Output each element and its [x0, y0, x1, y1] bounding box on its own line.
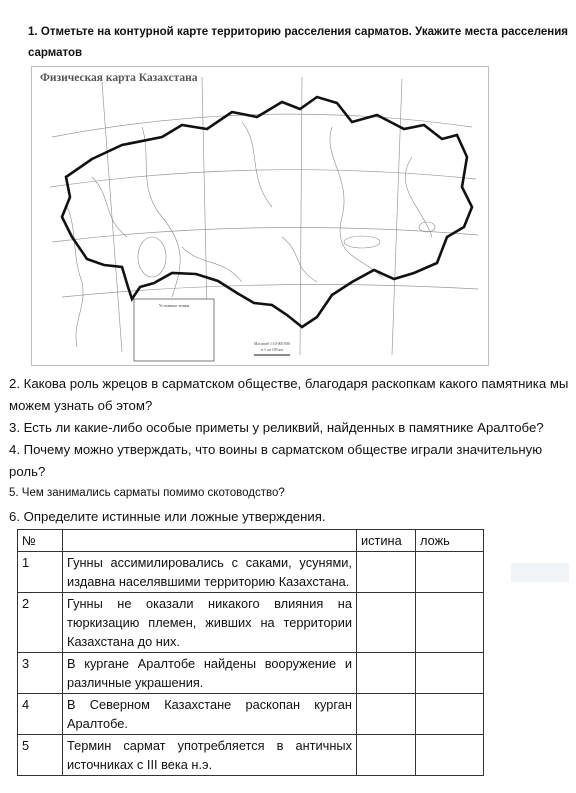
map-inset-label: Условные знаки	[158, 303, 190, 308]
question-5: 5. Чем занимались сарматы помимо скотоводство?	[9, 487, 285, 499]
table-row	[18, 593, 484, 653]
row-statement: В Северном Казахстане раскопан курган Аралтобе.	[63, 694, 357, 735]
false-answer-cell[interactable]	[416, 593, 484, 653]
true-false-table	[17, 529, 484, 776]
faint-shaded-box	[511, 563, 569, 582]
table-row	[18, 735, 484, 776]
row-statement: Термин сармат употребляется в античных источниках с III века н.э.	[63, 735, 357, 776]
true-answer-cell[interactable]	[357, 735, 416, 776]
table-row	[18, 552, 484, 593]
row-number: 3	[18, 653, 63, 694]
row-statement: В кургане Аралтобе найдены вооружение и различные украшения.	[63, 653, 357, 694]
header-true: истина	[357, 530, 416, 552]
false-answer-cell[interactable]	[416, 653, 484, 694]
map-drawing	[32, 67, 488, 365]
row-number: 1	[18, 552, 63, 593]
false-answer-cell[interactable]	[416, 735, 484, 776]
map-scale-line-1: Масштаб 1:10 000 000	[254, 342, 290, 346]
header-statement	[63, 530, 357, 552]
false-answer-cell[interactable]	[416, 694, 484, 735]
row-statement: Гунны не оказали никакого влияния на тюркизацию племен, живших на территории Казахстана до них.	[63, 593, 357, 653]
question-4: 4. Почему можно утверждать, что воины в сарматском обществе играли значительную роль?	[9, 442, 543, 479]
row-statement: Гунны ассимилировались с саками, усунями, издавна населявшими территорию Казахстана.	[63, 552, 357, 593]
header-false: ложь	[416, 530, 484, 552]
table-row	[18, 653, 484, 694]
true-answer-cell[interactable]	[357, 653, 416, 694]
row-number: 4	[18, 694, 63, 735]
true-answer-cell[interactable]	[357, 552, 416, 593]
question-2: 2. Какова роль жрецов в сарматском обществе, благодаря раскопкам какого памятника мы можем узнать об этом?	[9, 376, 569, 413]
question-6: 6. Определите истинные или ложные утверждения.	[9, 509, 326, 524]
table-row	[18, 694, 484, 735]
map-scale-line-2: в 1 см 100 км	[261, 348, 283, 352]
table-header-row	[18, 530, 484, 552]
map-title: Физическая карта Казахстана	[40, 72, 198, 84]
row-number: 5	[18, 735, 63, 776]
kazakhstan-contour-map[interactable]	[31, 66, 489, 366]
true-answer-cell[interactable]	[357, 694, 416, 735]
question-3: 3. Есть ли какие-либо особые приметы у реликвий, найденных в памятнике Аралтобе?	[9, 420, 544, 435]
true-answer-cell[interactable]	[357, 593, 416, 653]
false-answer-cell[interactable]	[416, 552, 484, 593]
question-1: 1. Отметьте на контурной карте территорию расселения сарматов. Укажите места расселения сарматов	[28, 26, 568, 59]
row-number: 2	[18, 593, 63, 653]
header-number: №	[18, 530, 63, 552]
